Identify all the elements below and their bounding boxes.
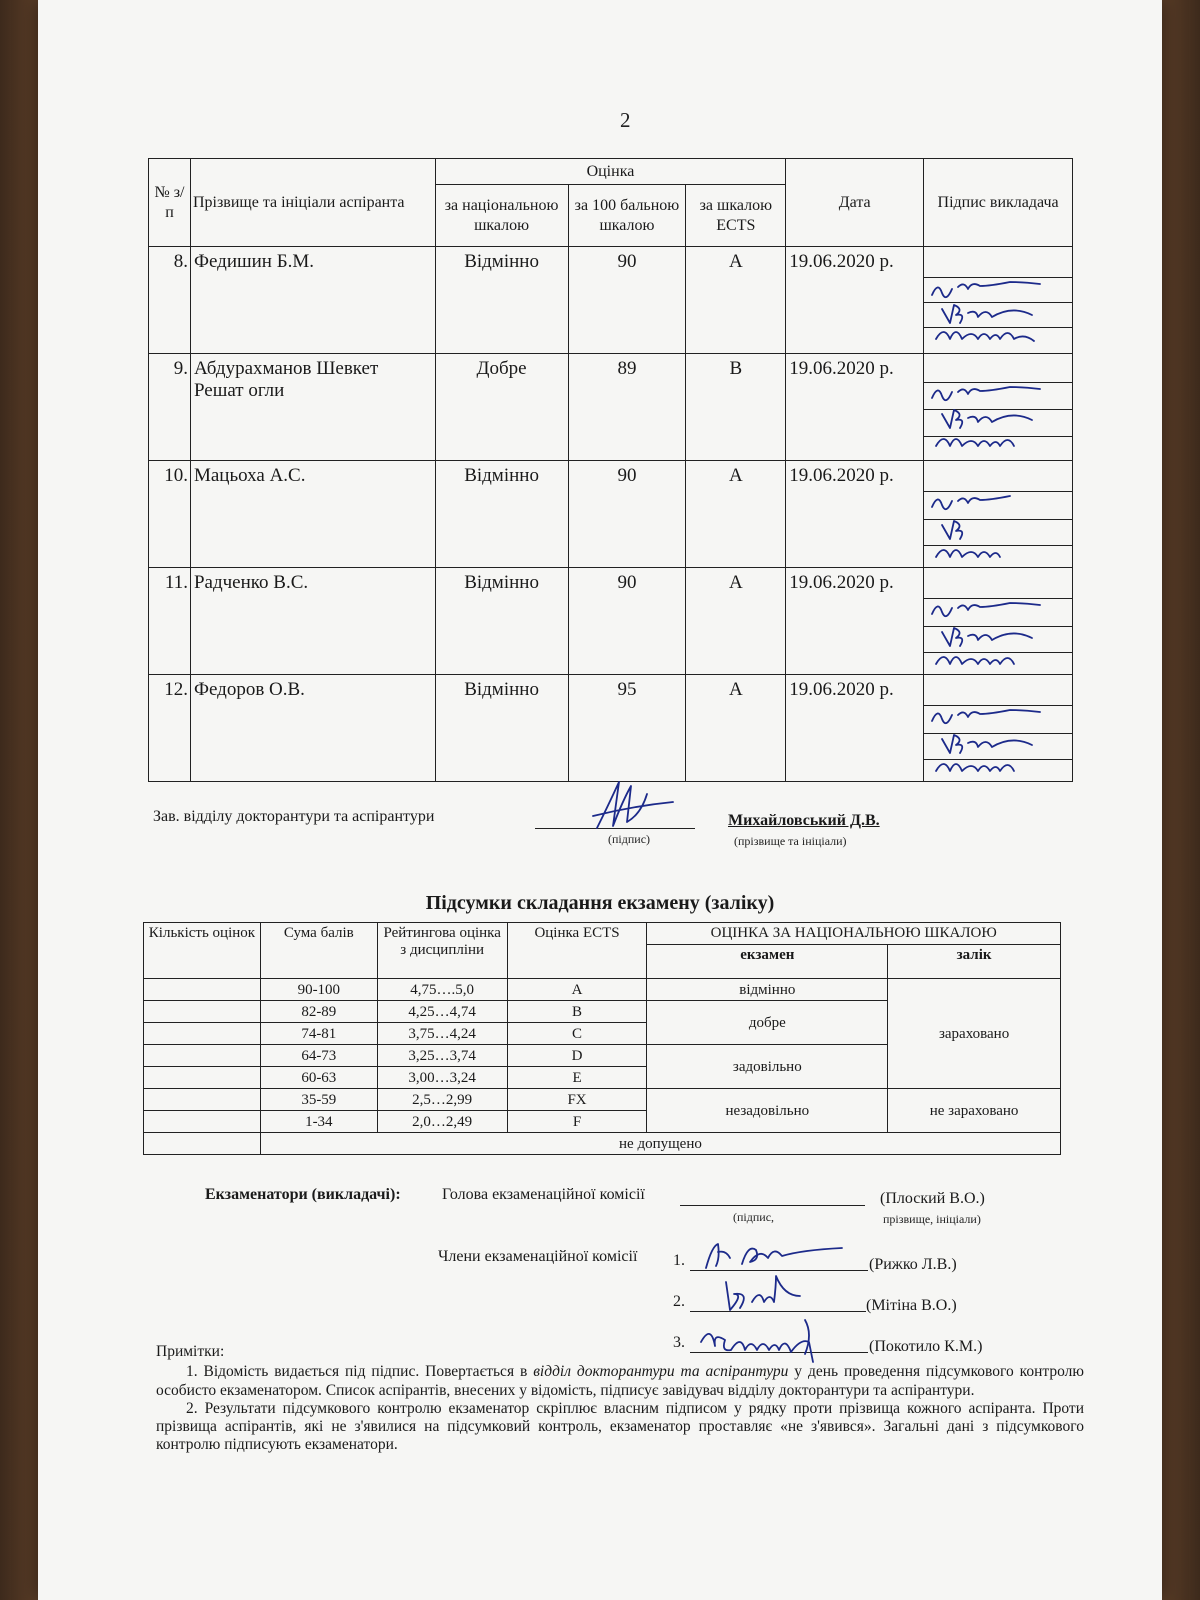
member-name: (Мітіна В.О.) xyxy=(866,1297,957,1314)
exam-good: добре xyxy=(647,1001,888,1045)
row-score: 95 xyxy=(568,675,686,782)
sum-range: 90-100 xyxy=(260,979,377,1001)
row-num: 8. xyxy=(149,247,191,354)
row-date: 19.06.2020 р. xyxy=(786,247,924,354)
rating-range: 3,75…4,24 xyxy=(377,1023,507,1045)
row-national: Відмінно xyxy=(435,568,568,675)
chair-name: (Плоский В.О.) xyxy=(880,1190,985,1207)
sign-caption: (підпис) xyxy=(608,832,651,846)
header-count: Кількість оцінок xyxy=(144,923,261,979)
header-num: № з/п xyxy=(149,159,191,247)
header-grade: Оцінка xyxy=(435,159,786,185)
ects-grade: C xyxy=(507,1023,647,1045)
header-name: Прізвище та ініціали аспіранта xyxy=(190,159,435,247)
ects-grade: B xyxy=(507,1001,647,1023)
rating-range: 2,0…2,49 xyxy=(377,1111,507,1133)
rating-range: 3,00…3,24 xyxy=(377,1067,507,1089)
ects-grade: D xyxy=(507,1045,647,1067)
header-national: за національною шкалою xyxy=(435,185,568,247)
header-signature: Підпис викладача xyxy=(924,159,1073,247)
head-signature-mark xyxy=(583,778,683,838)
row-ects: A xyxy=(686,461,786,568)
caption-name: прізвище, ініціали) xyxy=(883,1212,981,1226)
row-national: Відмінно xyxy=(435,461,568,568)
sum-range: 82-89 xyxy=(260,1001,377,1023)
row-num: 11. xyxy=(149,568,191,675)
sum-range: 1-34 xyxy=(260,1111,377,1133)
rating-range: 2,5…2,99 xyxy=(377,1089,507,1111)
header-rating: Рейтингова оцінка з дисципліни xyxy=(377,923,507,979)
table-row xyxy=(149,354,1073,461)
ects-grade: FX xyxy=(507,1089,647,1111)
rating-range: 3,25…3,74 xyxy=(377,1045,507,1067)
rating-range: 4,75….5,0 xyxy=(377,979,507,1001)
examiner-signatures xyxy=(924,354,1073,461)
member-name: (Рижко Л.В.) xyxy=(869,1256,957,1273)
notes-title: Примітки: xyxy=(156,1343,225,1360)
note-1: 1. Відомість видається під підпис. Повертається в відділ докторантури та аспірантури у день проведення підсумкового контролю особисто екзаменатором. Список аспірантів, внесених у відомість, підписує завідувач відділу докторантури та аспірантури. xyxy=(156,1363,1084,1399)
row-national: Добре xyxy=(435,354,568,461)
header-ects: Оцінка ECTS xyxy=(507,923,647,979)
header-date: Дата xyxy=(786,159,924,247)
row-date: 19.06.2020 р. xyxy=(786,675,924,782)
row-date: 19.06.2020 р. xyxy=(786,354,924,461)
sum-range: 74-81 xyxy=(260,1023,377,1045)
examiner-signatures xyxy=(924,461,1073,568)
row-ects: B xyxy=(686,354,786,461)
row-score: 89 xyxy=(568,354,686,461)
row-ects: A xyxy=(686,568,786,675)
member-num: 2. xyxy=(673,1293,685,1310)
header-hundred: за 100 бальною шкалою xyxy=(568,185,686,247)
exam-unsatisfactory: незадовільно xyxy=(647,1089,888,1133)
examiner-signatures xyxy=(924,675,1073,782)
signature-mark xyxy=(924,675,1073,781)
examiners-label: Екзаменатори (викладачі): xyxy=(205,1186,401,1203)
grading-scale-table xyxy=(143,922,1061,1155)
table-row xyxy=(149,675,1073,782)
table-row xyxy=(144,1133,1061,1155)
head-position: Зав. відділу докторантури та аспірантури xyxy=(153,808,435,825)
exam-excellent: відмінно xyxy=(647,979,888,1001)
grades-table xyxy=(148,158,1073,782)
header-exam: екзамен xyxy=(647,945,888,979)
table-row xyxy=(144,979,1061,1001)
head-name: Михайловський Д.В. xyxy=(728,812,880,829)
ects-grade: A xyxy=(507,979,647,1001)
caption-sign: (підпис, xyxy=(733,1210,775,1224)
members-label: Члени екзаменаційної комісії xyxy=(438,1248,638,1265)
row-date: 19.06.2020 р. xyxy=(786,568,924,675)
table-row xyxy=(149,247,1073,354)
credit-failed: не зараховано xyxy=(888,1089,1061,1133)
header-ects: за шкалою ECTS xyxy=(686,185,786,247)
examiner-signatures xyxy=(924,247,1073,354)
row-score: 90 xyxy=(568,461,686,568)
row-score: 90 xyxy=(568,247,686,354)
credit-passed: зараховано xyxy=(888,979,1061,1089)
member-signature-mark xyxy=(698,1232,868,1272)
row-num: 9. xyxy=(149,354,191,461)
sum-range: 60-63 xyxy=(260,1067,377,1089)
examiner-signatures xyxy=(924,568,1073,675)
header-credit: залік xyxy=(888,945,1061,979)
header-sum: Сума балів xyxy=(260,923,377,979)
ects-grade: E xyxy=(507,1067,647,1089)
member-signature-mark xyxy=(718,1272,838,1314)
table-row xyxy=(149,461,1073,568)
header-national-scale: ОЦІНКА ЗА НАЦІОНАЛЬНОЮ ШКАЛОЮ xyxy=(647,923,1061,945)
not-admitted: не допущено xyxy=(260,1133,1060,1155)
signature-mark xyxy=(924,354,1073,460)
member-num: 1. xyxy=(673,1252,685,1269)
row-date: 19.06.2020 р. xyxy=(786,461,924,568)
note-2: 2. Результати підсумкового контролю екзаменатор скріплює власним підписом у рядку проти прізвища кожного аспіранта. Проти прізвища аспірантів, які не з'явилися на підсумковий контроль, екзаменатор проставляє «не з'явився». Загальні дані з підсумкового контролю підписують екзаменатори. xyxy=(156,1399,1084,1454)
row-score: 90 xyxy=(568,568,686,675)
row-name: Радченко В.С. xyxy=(190,568,435,675)
rating-range: 4,25…4,74 xyxy=(377,1001,507,1023)
summary-title: Підсумки складання екзамену (заліку) xyxy=(425,892,775,914)
document-page xyxy=(38,0,1162,1600)
row-name: Мацьоха А.С. xyxy=(190,461,435,568)
name-caption: (прізвище та ініціали) xyxy=(734,834,847,848)
notes-section xyxy=(156,1343,1084,1455)
row-ects: A xyxy=(686,247,786,354)
exam-satisfactory: задовільно xyxy=(647,1045,888,1089)
row-name: Федоров О.В. xyxy=(190,675,435,782)
table-row xyxy=(149,568,1073,675)
sum-range: 35-59 xyxy=(260,1089,377,1111)
row-national: Відмінно xyxy=(435,247,568,354)
chair-sign-line xyxy=(680,1205,865,1206)
member-num: 3. xyxy=(673,1334,685,1351)
row-national: Відмінно xyxy=(435,675,568,782)
row-name: Федишин Б.М. xyxy=(190,247,435,354)
page-number: 2 xyxy=(620,108,631,132)
signature-mark xyxy=(924,568,1073,674)
row-name: Абдурахманов Шевкет Решат огли xyxy=(190,354,435,461)
chair-label: Голова екзаменаційної комісії xyxy=(442,1186,645,1203)
sum-range: 64-73 xyxy=(260,1045,377,1067)
row-num: 10. xyxy=(149,461,191,568)
row-ects: A xyxy=(686,675,786,782)
member-name: (Покотило К.М.) xyxy=(869,1338,983,1355)
table-row xyxy=(144,1089,1061,1111)
ects-grade: F xyxy=(507,1111,647,1133)
row-num: 12. xyxy=(149,675,191,782)
signature-mark xyxy=(924,247,1073,353)
signature-mark xyxy=(924,461,1073,567)
